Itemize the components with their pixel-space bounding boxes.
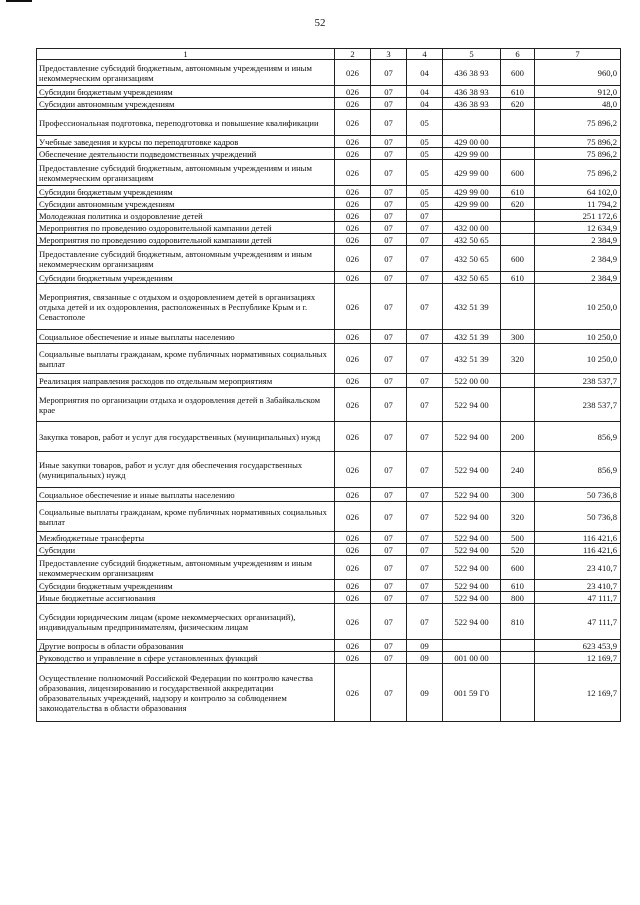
cell-sec: 07: [371, 532, 407, 544]
cell-name: Иные бюджетные ассигнования: [37, 592, 335, 604]
cell-name: Осуществление полномочий Российской Федерации по контролю качества образования, лицензированию и государственной аккредитации образовательных учреждений, надзору и контролю за соблюдением законодательства в области образования: [37, 664, 335, 722]
cell-target: 522 94 00: [443, 532, 501, 544]
cell-sum: 2 384,9: [535, 234, 621, 246]
cell-name: Субсидии бюджетным учреждениям: [37, 272, 335, 284]
cell-sum: 11 794,2: [535, 198, 621, 210]
cell-type: 300: [501, 330, 535, 344]
table-row: [37, 272, 621, 284]
cell-sum: 50 736,8: [535, 488, 621, 502]
cell-sec: 07: [371, 284, 407, 330]
cell-target: 522 94 00: [443, 556, 501, 580]
top-edge-mark: [6, 0, 32, 2]
cell-sub: 07: [407, 544, 443, 556]
cell-sub: 07: [407, 246, 443, 272]
cell-sub: 09: [407, 640, 443, 652]
budget-table: [36, 48, 621, 722]
cell-type: 200: [501, 422, 535, 452]
cell-sum: 50 736,8: [535, 502, 621, 532]
cell-sub: 07: [407, 210, 443, 222]
cell-sec: 07: [371, 652, 407, 664]
cell-code: 026: [335, 198, 371, 210]
table-row: [37, 110, 621, 136]
cell-sub: 07: [407, 488, 443, 502]
table-row: [37, 160, 621, 186]
header-cell: 7: [535, 49, 621, 60]
cell-sum: 48,0: [535, 98, 621, 110]
table-row: [37, 98, 621, 110]
header-cell: 5: [443, 49, 501, 60]
cell-name: Социальные выплаты гражданам, кроме публичных нормативных социальных выплат: [37, 344, 335, 374]
cell-target: 522 94 00: [443, 388, 501, 422]
table-row: [37, 246, 621, 272]
table-row: [37, 664, 621, 722]
cell-target: 522 94 00: [443, 580, 501, 592]
cell-type: 610: [501, 86, 535, 98]
cell-code: 026: [335, 388, 371, 422]
table-row: [37, 580, 621, 592]
cell-sec: 07: [371, 60, 407, 86]
cell-target: 432 51 39: [443, 344, 501, 374]
cell-sum: 10 250,0: [535, 344, 621, 374]
cell-sub: 05: [407, 148, 443, 160]
cell-name: Учебные заведения и курсы по переподготовке кадров: [37, 136, 335, 148]
cell-name: Предоставление субсидий бюджетным, автономным учреждениям и иным некоммерческим организациям: [37, 160, 335, 186]
cell-target: 432 50 65: [443, 246, 501, 272]
cell-sum: 64 102,0: [535, 186, 621, 198]
cell-target: 522 94 00: [443, 488, 501, 502]
cell-target: [443, 210, 501, 222]
cell-sum: 10 250,0: [535, 330, 621, 344]
cell-name: Мероприятия по проведению оздоровительной кампании детей: [37, 234, 335, 246]
cell-type: 520: [501, 544, 535, 556]
cell-code: 026: [335, 422, 371, 452]
cell-type: [501, 640, 535, 652]
cell-sub: 04: [407, 86, 443, 98]
cell-sec: 07: [371, 604, 407, 640]
table-row: [37, 186, 621, 198]
cell-code: 026: [335, 330, 371, 344]
cell-type: 240: [501, 452, 535, 488]
cell-sec: 07: [371, 160, 407, 186]
cell-type: 810: [501, 604, 535, 640]
cell-name: Субсидии автономным учреждениям: [37, 98, 335, 110]
cell-name: Мероприятия, связанные с отдыхом и оздоровлением детей в организациях отдыха детей и их оздоровления, расположенных в Республике Крым и г. Севастополе: [37, 284, 335, 330]
cell-name: Межбюджетные трансферты: [37, 532, 335, 544]
cell-code: 026: [335, 664, 371, 722]
cell-sec: 07: [371, 272, 407, 284]
cell-target: 432 50 65: [443, 234, 501, 246]
cell-target: 436 38 93: [443, 86, 501, 98]
cell-sec: 07: [371, 664, 407, 722]
cell-sub: 09: [407, 664, 443, 722]
table-row: [37, 234, 621, 246]
header-cell: 3: [371, 49, 407, 60]
table-row: [37, 374, 621, 388]
cell-target: 432 51 39: [443, 284, 501, 330]
page-number: 52: [314, 17, 326, 29]
cell-code: 026: [335, 246, 371, 272]
cell-name: Субсидии юридическим лицам (кроме некоммерческих организаций), индивидуальным предпринимателям, физическим лицам: [37, 604, 335, 640]
cell-type: 800: [501, 592, 535, 604]
cell-sum: 23 410,7: [535, 580, 621, 592]
cell-target: [443, 640, 501, 652]
cell-code: 026: [335, 160, 371, 186]
cell-type: 600: [501, 246, 535, 272]
cell-code: 026: [335, 452, 371, 488]
cell-sum: 960,0: [535, 60, 621, 86]
cell-sec: 07: [371, 556, 407, 580]
cell-sec: 07: [371, 98, 407, 110]
cell-code: 026: [335, 234, 371, 246]
cell-target: 429 99 00: [443, 198, 501, 210]
cell-code: 026: [335, 186, 371, 198]
cell-name: Молодежная политика и оздоровление детей: [37, 210, 335, 222]
cell-sum: 75 896,2: [535, 110, 621, 136]
cell-target: 522 94 00: [443, 502, 501, 532]
cell-sec: 07: [371, 222, 407, 234]
cell-sec: 07: [371, 422, 407, 452]
cell-type: [501, 664, 535, 722]
table-row: [37, 592, 621, 604]
cell-code: 026: [335, 374, 371, 388]
cell-name: Субсидии бюджетным учреждениям: [37, 86, 335, 98]
cell-type: 620: [501, 98, 535, 110]
cell-sub: 09: [407, 652, 443, 664]
cell-target: 436 38 93: [443, 60, 501, 86]
cell-name: Предоставление субсидий бюджетным, автономным учреждениям и иным некоммерческим организациям: [37, 246, 335, 272]
header-cell: 6: [501, 49, 535, 60]
cell-name: Реализация направления расходов по отдельным мероприятиям: [37, 374, 335, 388]
cell-type: [501, 148, 535, 160]
cell-code: 026: [335, 222, 371, 234]
cell-type: 500: [501, 532, 535, 544]
table-row: [37, 640, 621, 652]
cell-sec: 07: [371, 136, 407, 148]
cell-type: 320: [501, 344, 535, 374]
cell-name: Иные закупки товаров, работ и услуг для обеспечения государственных (муниципальных) нужд: [37, 452, 335, 488]
cell-type: 610: [501, 186, 535, 198]
cell-sum: 2 384,9: [535, 246, 621, 272]
cell-sec: 07: [371, 388, 407, 422]
cell-sec: 07: [371, 186, 407, 198]
cell-code: 026: [335, 556, 371, 580]
cell-target: 432 51 39: [443, 330, 501, 344]
cell-sub: 05: [407, 160, 443, 186]
cell-sub: 05: [407, 136, 443, 148]
cell-sub: 07: [407, 344, 443, 374]
cell-code: 026: [335, 60, 371, 86]
table-row: [37, 652, 621, 664]
cell-type: 300: [501, 488, 535, 502]
cell-target: 522 00 00: [443, 374, 501, 388]
table-row: [37, 502, 621, 532]
cell-sub: 07: [407, 234, 443, 246]
cell-name: Социальное обеспечение и иные выплаты населению: [37, 330, 335, 344]
cell-name: Субсидии: [37, 544, 335, 556]
cell-sec: 07: [371, 86, 407, 98]
cell-sub: 07: [407, 532, 443, 544]
cell-code: 026: [335, 344, 371, 374]
cell-type: 610: [501, 272, 535, 284]
cell-target: [443, 110, 501, 136]
cell-sec: 07: [371, 374, 407, 388]
cell-sub: 07: [407, 592, 443, 604]
cell-code: 026: [335, 580, 371, 592]
cell-name: Мероприятия по проведению оздоровительной кампании детей: [37, 222, 335, 234]
cell-type: 600: [501, 60, 535, 86]
table-row: [37, 86, 621, 98]
cell-code: 026: [335, 136, 371, 148]
cell-sum: 12 169,7: [535, 652, 621, 664]
cell-sum: 12 169,7: [535, 664, 621, 722]
cell-name: Социальные выплаты гражданам, кроме публичных нормативных социальных выплат: [37, 502, 335, 532]
cell-type: [501, 222, 535, 234]
cell-sum: 912,0: [535, 86, 621, 98]
cell-name: Руководство и управление в сфере установленных функций: [37, 652, 335, 664]
cell-type: [501, 234, 535, 246]
cell-name: Субсидии бюджетным учреждениям: [37, 580, 335, 592]
cell-code: 026: [335, 98, 371, 110]
cell-target: 522 94 00: [443, 422, 501, 452]
cell-name: Предоставление субсидий бюджетным, автономным учреждениям и иным некоммерческим организациям: [37, 556, 335, 580]
table-row: [37, 544, 621, 556]
cell-target: 522 94 00: [443, 452, 501, 488]
cell-code: 026: [335, 604, 371, 640]
cell-type: [501, 284, 535, 330]
cell-code: 026: [335, 592, 371, 604]
cell-sec: 07: [371, 110, 407, 136]
cell-sum: 47 111,7: [535, 592, 621, 604]
cell-code: 026: [335, 652, 371, 664]
cell-sum: 238 537,7: [535, 388, 621, 422]
cell-name: Обеспечение деятельности подведомственных учреждений: [37, 148, 335, 160]
table-row: [37, 330, 621, 344]
cell-sub: 07: [407, 222, 443, 234]
cell-sub: 05: [407, 198, 443, 210]
cell-sum: 238 537,7: [535, 374, 621, 388]
cell-type: [501, 374, 535, 388]
cell-target: 429 99 00: [443, 148, 501, 160]
cell-sum: 623 453,9: [535, 640, 621, 652]
cell-sum: 251 172,6: [535, 210, 621, 222]
cell-name: Предоставление субсидий бюджетным, автономным учреждениям и иным некоммерческим организациям: [37, 60, 335, 86]
cell-target: 429 99 00: [443, 186, 501, 198]
cell-sub: 07: [407, 284, 443, 330]
cell-type: [501, 110, 535, 136]
cell-target: 522 94 00: [443, 604, 501, 640]
table-header-row: [37, 49, 621, 60]
cell-sum: 856,9: [535, 422, 621, 452]
cell-name: Социальное обеспечение и иные выплаты населению: [37, 488, 335, 502]
cell-sum: 856,9: [535, 452, 621, 488]
cell-sec: 07: [371, 592, 407, 604]
cell-code: 026: [335, 488, 371, 502]
cell-sum: 75 896,2: [535, 136, 621, 148]
cell-type: 600: [501, 556, 535, 580]
cell-target: 001 59 Г0: [443, 664, 501, 722]
cell-target: 429 99 00: [443, 160, 501, 186]
cell-target: 436 38 93: [443, 98, 501, 110]
cell-name: Субсидии автономным учреждениям: [37, 198, 335, 210]
table-row: [37, 210, 621, 222]
cell-type: [501, 652, 535, 664]
cell-sec: 07: [371, 234, 407, 246]
cell-sub: 07: [407, 330, 443, 344]
cell-code: 026: [335, 502, 371, 532]
cell-sum: 47 111,7: [535, 604, 621, 640]
table-row: [37, 604, 621, 640]
cell-type: 620: [501, 198, 535, 210]
table-body: [37, 60, 621, 722]
header-cell: 1: [37, 49, 335, 60]
table-row: [37, 284, 621, 330]
cell-type: 610: [501, 580, 535, 592]
cell-sub: 04: [407, 98, 443, 110]
table-row: [37, 532, 621, 544]
cell-code: 026: [335, 272, 371, 284]
cell-type: [501, 388, 535, 422]
cell-sec: 07: [371, 210, 407, 222]
cell-sec: 07: [371, 502, 407, 532]
cell-sub: 07: [407, 422, 443, 452]
table-row: [37, 136, 621, 148]
cell-sub: 07: [407, 452, 443, 488]
header-cell: 2: [335, 49, 371, 60]
cell-sub: 05: [407, 110, 443, 136]
cell-sec: 07: [371, 246, 407, 272]
cell-sec: 07: [371, 198, 407, 210]
cell-name: Закупка товаров, работ и услуг для государственных (муниципальных) нужд: [37, 422, 335, 452]
table-row: [37, 388, 621, 422]
cell-target: 429 00 00: [443, 136, 501, 148]
cell-code: 026: [335, 86, 371, 98]
cell-sum: 75 896,2: [535, 148, 621, 160]
table-row: [37, 60, 621, 86]
table-row: [37, 488, 621, 502]
cell-code: 026: [335, 544, 371, 556]
cell-code: 026: [335, 640, 371, 652]
cell-sub: 05: [407, 186, 443, 198]
cell-sum: 12 634,9: [535, 222, 621, 234]
cell-sub: 07: [407, 272, 443, 284]
cell-sec: 07: [371, 344, 407, 374]
cell-sub: 07: [407, 374, 443, 388]
cell-sum: 75 896,2: [535, 160, 621, 186]
header-cell: 4: [407, 49, 443, 60]
cell-sec: 07: [371, 452, 407, 488]
cell-target: 522 94 00: [443, 544, 501, 556]
cell-code: 026: [335, 532, 371, 544]
cell-code: 026: [335, 210, 371, 222]
cell-type: [501, 136, 535, 148]
cell-type: [501, 210, 535, 222]
table-row: [37, 344, 621, 374]
table-row: [37, 452, 621, 488]
cell-name: Профессиональная подготовка, переподготовка и повышение квалификации: [37, 110, 335, 136]
cell-type: 600: [501, 160, 535, 186]
cell-sub: 07: [407, 604, 443, 640]
cell-sub: 07: [407, 580, 443, 592]
cell-sec: 07: [371, 148, 407, 160]
cell-sum: 23 410,7: [535, 556, 621, 580]
cell-sec: 07: [371, 488, 407, 502]
cell-sum: 116 421,6: [535, 532, 621, 544]
cell-sum: 2 384,9: [535, 272, 621, 284]
cell-target: 432 00 00: [443, 222, 501, 234]
cell-code: 026: [335, 110, 371, 136]
table-row: [37, 222, 621, 234]
cell-sec: 07: [371, 580, 407, 592]
cell-sub: 07: [407, 388, 443, 422]
cell-code: 026: [335, 284, 371, 330]
cell-name: Мероприятия по организации отдыха и оздоровления детей в Забайкальском крае: [37, 388, 335, 422]
table-row: [37, 148, 621, 160]
cell-name: Субсидии бюджетным учреждениям: [37, 186, 335, 198]
cell-sub: 04: [407, 60, 443, 86]
cell-sec: 07: [371, 330, 407, 344]
table-row: [37, 422, 621, 452]
cell-sub: 07: [407, 556, 443, 580]
table-row: [37, 556, 621, 580]
cell-sub: 07: [407, 502, 443, 532]
cell-target: 432 50 65: [443, 272, 501, 284]
cell-target: 522 94 00: [443, 592, 501, 604]
cell-sec: 07: [371, 544, 407, 556]
cell-sec: 07: [371, 640, 407, 652]
cell-sum: 10 250,0: [535, 284, 621, 330]
cell-sum: 116 421,6: [535, 544, 621, 556]
cell-target: 001 00 00: [443, 652, 501, 664]
table-row: [37, 198, 621, 210]
cell-type: 320: [501, 502, 535, 532]
cell-code: 026: [335, 148, 371, 160]
cell-name: Другие вопросы в области образования: [37, 640, 335, 652]
